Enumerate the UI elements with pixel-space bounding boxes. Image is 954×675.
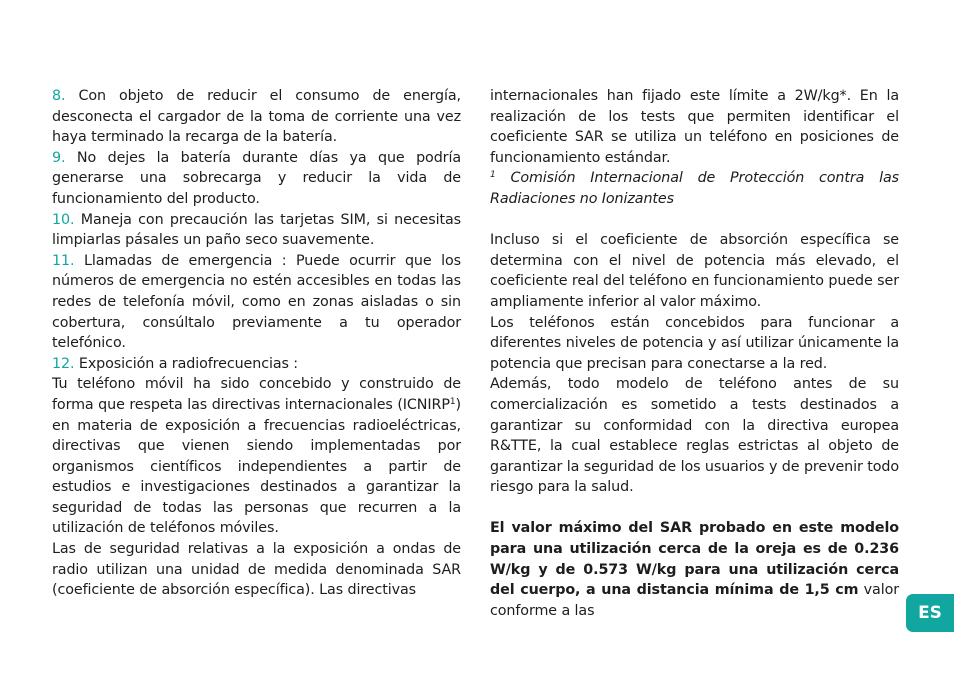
limit-paragraph: internacionales han fijado este límite a 2W/kg*. En la realización de los tests que permiten identificar el coeficiente SAR se utiliza un teléfono en posiciones de funcionamiento estándar.: [490, 88, 899, 166]
left-column: [52, 86, 461, 601]
spacer: [490, 210, 899, 231]
item-text: No dejes la batería durante días ya que podría generarse una sobrecarga y reducir la vida de funcionamiento del producto.: [52, 149, 461, 207]
item-text: Maneja con precaución las tarjetas SIM, si necesitas limpiarlas pásales un paño seco suavemente.: [52, 211, 461, 249]
right-column: [490, 86, 899, 621]
item-text: Llamadas de emergencia : Puede ocurrir que los números de emergencia no estén accesibles en todas las redes de telefonía móvil, como en zonas aisladas o sin cobertura, consúltalo previamente a tu operador telefónico.: [52, 252, 461, 352]
item-number: 8.: [52, 88, 66, 104]
item-number: 12.: [52, 355, 75, 372]
item-number: 11.: [52, 252, 75, 269]
item-number: 9.: [52, 149, 66, 166]
item-9: [52, 148, 461, 210]
footnote: $^1$ Comisión Internacional de Protección contra las Radiaciones no Ionizantes: [490, 170, 899, 207]
item-10: [52, 210, 461, 251]
footnote-marker: 1: [490, 170, 496, 181]
footnote-marker: 1: [449, 396, 456, 407]
sar-value-highlight: El valor máximo del SAR probado en este modelo para una utilización cerca de la oreja es de 0.236 W/kg y de 0.573 W/kg para una utilización cerca del cuerpo, a una distancia mínima de 1,5 cm: [490, 520, 899, 599]
item-text: Con objeto de reducir el consumo de energía, desconecta el cargador de la toma de corriente una vez haya terminado la recarga de la batería.: [52, 88, 461, 146]
item-11: [52, 251, 461, 354]
power-levels-paragraph: Los teléfonos están concebidos para funcionar a diferentes niveles de potencia y así utilizar únicamente la potencia que precisan para conectarse a la red.: [490, 314, 899, 372]
item-8: [52, 86, 461, 148]
exposure-paragraph: Tu teléfono móvil ha sido concebido y construido de forma que respeta las directivas internacionales (ICNIRP$^1$) en materia de exposición a frecuencias radioeléctricas, directivas que vienen siendo implementadas por organismos científicos independientes a partir de estudios e investigaciones destinados a garantizar la seguridad de todas las personas que recurren a la utilización de teléfonos móviles.: [52, 376, 461, 537]
sar-value-paragraph: El valor máximo del SAR probado en este modelo para una utilización cerca de la oreja es de 0.236 W/kg y de 0.573 W/kg para una utilización cerca del cuerpo, a una distancia mínima de 1,5 cm valor conforme a las: [490, 520, 900, 619]
item-12: [52, 354, 461, 375]
spacer: [490, 498, 899, 519]
sar-paragraph: Las de seguridad relativas a la exposición a ondas de radio utilizan una unidad de medida denominada SAR (coeficiente de absorción específica). Las directivas: [52, 541, 461, 599]
item-number: 10.: [52, 211, 75, 228]
compliance-paragraph: Además, todo modelo de teléfono antes de su comercialización es sometido a tests destinados a garantizar su conformidad con la directiva europea R&TTE, la cual establece reglas estrictas al objeto de garantizar la seguridad de los usuarios y de prevenir todo riesgo para la salud.: [490, 376, 899, 496]
language-tab: ES: [906, 594, 954, 632]
section-title: Exposición a radiofrecuencias :: [74, 355, 299, 372]
coefficient-paragraph: Incluso si el coeficiente de absorción específica se determina con el nivel de potencia más elevado, el coeficiente real del teléfono en funcionamiento puede ser ampliamente inferior al valor máximo.: [490, 232, 899, 310]
